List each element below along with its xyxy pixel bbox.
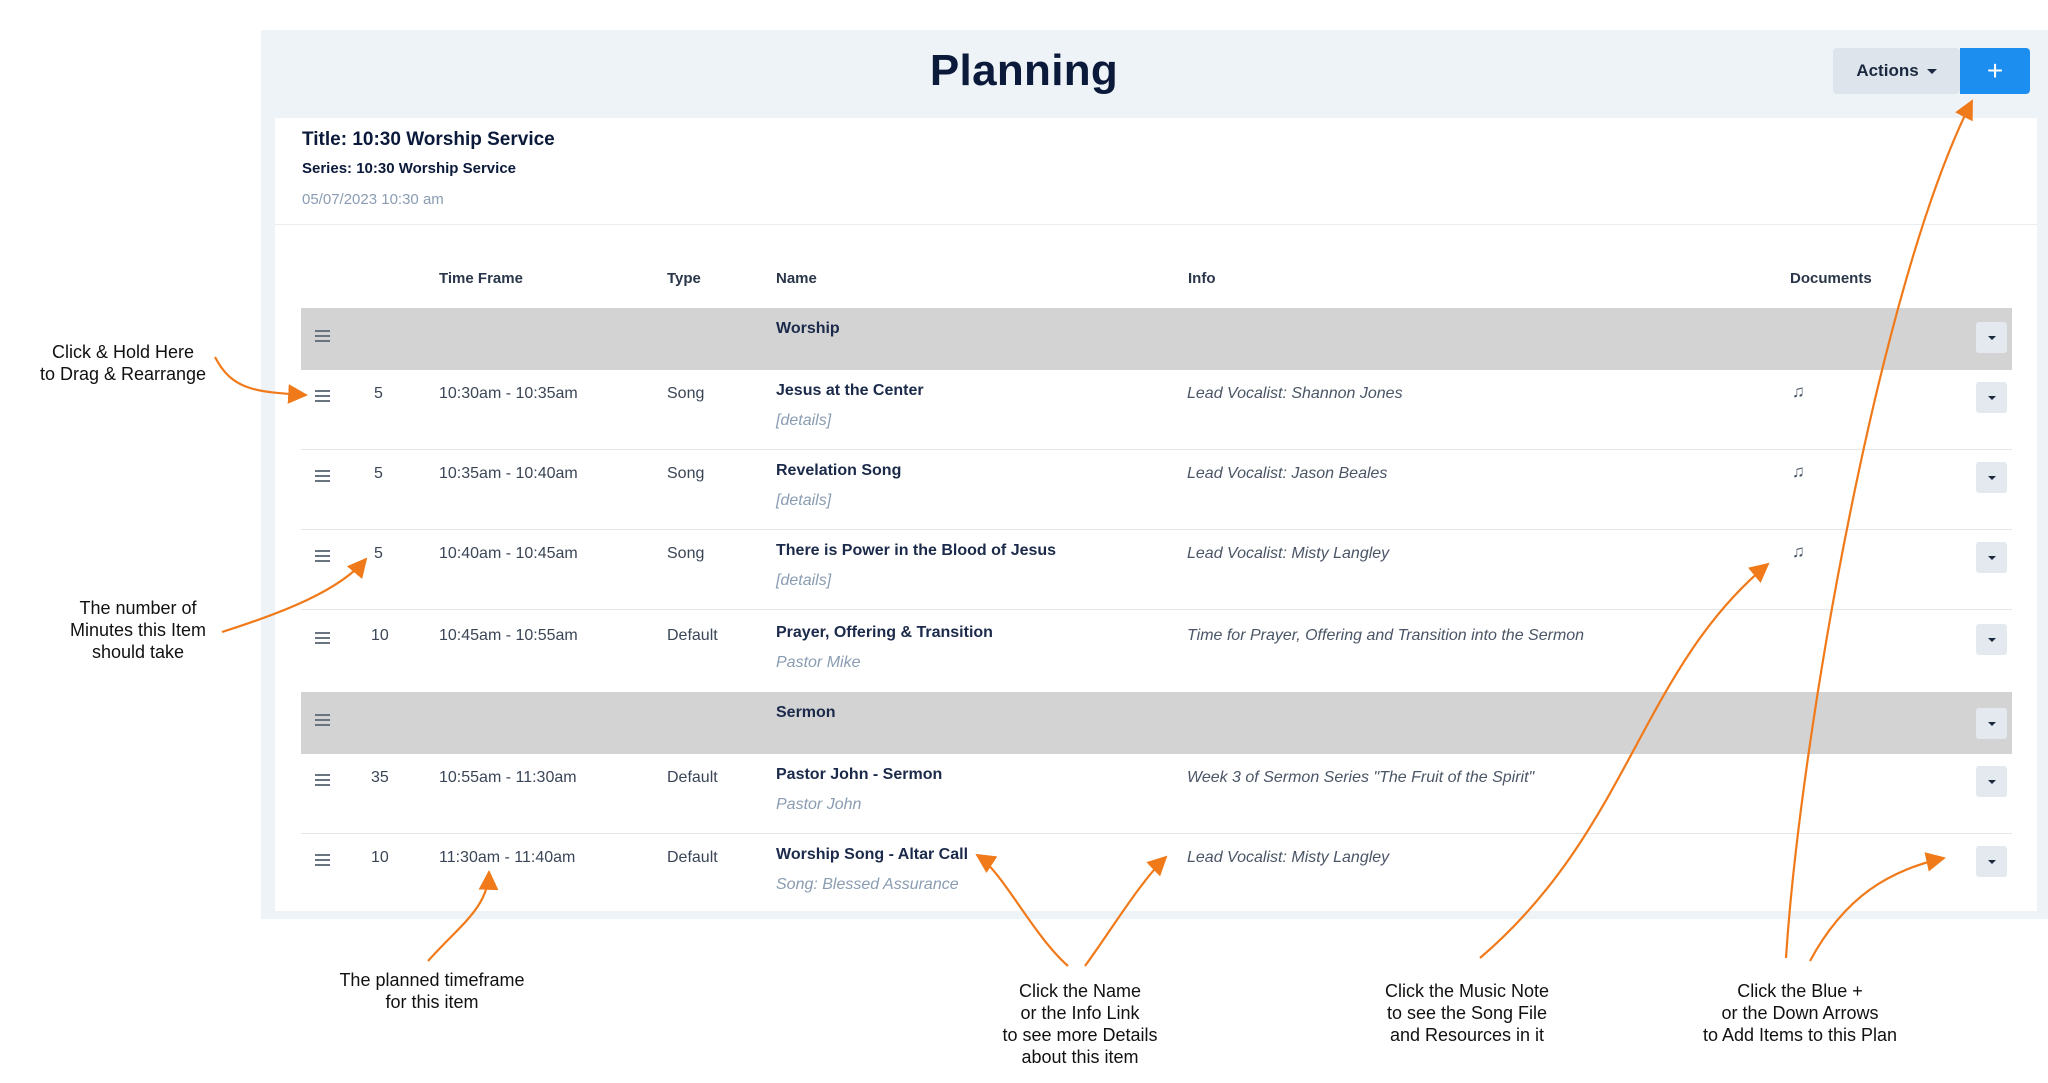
arrow-timeframe <box>428 872 489 961</box>
arrow-add-plus <box>1786 101 1972 958</box>
minutes: 5 <box>374 465 383 482</box>
annotation-line: to Drag & Rearrange <box>39 364 207 384</box>
annotation-line: should take <box>91 642 185 662</box>
column-header-time-frame: Time Frame <box>439 270 523 287</box>
item-info: Lead Vocalist: Misty Langley <box>1187 849 1390 866</box>
item-name-link[interactable]: Prayer, Offering & Transition <box>776 624 993 641</box>
time-frame: 11:30am - 11:40am <box>439 849 576 866</box>
time-frame: 10:40am - 10:45am <box>439 545 578 562</box>
minutes: 10 <box>371 627 389 644</box>
annotation-line: Minutes this Item <box>69 620 207 640</box>
item-info: Lead Vocalist: Jason Beales <box>1187 465 1388 482</box>
item-type: Default <box>667 627 718 644</box>
item-type: Song <box>667 545 705 562</box>
arrow-name <box>977 855 1068 966</box>
annotation-line: or the Info Link <box>1020 1003 1140 1023</box>
column-header-name: Name <box>776 270 817 287</box>
plan-title: Title: 10:30 Worship Service <box>302 129 555 150</box>
column-header-info: Info <box>1188 270 1216 287</box>
item-name-link[interactable]: Jesus at the Center <box>776 382 924 399</box>
annotation-line: Click the Name <box>1018 981 1142 1001</box>
annotation-line: The number of <box>79 598 197 618</box>
actions-label: Actions <box>1856 61 1919 80</box>
arrow-down <box>1810 858 1944 961</box>
annotation-line: to see more Details <box>1002 1025 1158 1045</box>
details-link[interactable]: [details] <box>776 412 832 429</box>
annotation-line: and Resources in it <box>1389 1025 1545 1045</box>
section-name[interactable]: Sermon <box>776 704 836 721</box>
item-info: Week 3 of Sermon Series "The Fruit of the Spirit" <box>1187 769 1535 786</box>
arrow-info <box>1085 857 1166 966</box>
plan-series: Series: 10:30 Worship Service <box>302 160 516 177</box>
item-name-link[interactable]: Worship Song - Altar Call <box>776 846 969 863</box>
page-title: Planning <box>929 46 1119 95</box>
item-type: Default <box>667 769 718 786</box>
time-frame: 10:55am - 11:30am <box>439 769 577 786</box>
annotation-line: The planned timeframe <box>339 970 525 990</box>
annotation-line: about this item <box>1021 1047 1139 1067</box>
time-frame: 10:35am - 10:40am <box>439 465 578 482</box>
item-info: Lead Vocalist: Misty Langley <box>1187 545 1390 562</box>
details-link[interactable]: [details] <box>776 492 832 509</box>
annotation-line: to Add Items to this Plan <box>1702 1025 1898 1045</box>
arrow-drag <box>215 357 306 395</box>
music-note-icon[interactable]: ♫ <box>1792 462 1805 481</box>
item-name-link[interactable]: Pastor John - Sermon <box>776 766 943 783</box>
music-note-icon[interactable]: ♫ <box>1792 542 1805 561</box>
item-type: Song <box>667 385 705 402</box>
item-name-link[interactable]: There is Power in the Blood of Jesus <box>776 542 1057 559</box>
item-type: Default <box>667 849 718 866</box>
plan-date: 05/07/2023 10:30 am <box>302 191 444 208</box>
annotation-line: Click the Music Note <box>1384 981 1550 1001</box>
minutes: 5 <box>374 545 383 562</box>
annotation-line: Click the Blue + <box>1737 981 1863 1001</box>
annotation-line: or the Down Arrows <box>1721 1003 1879 1023</box>
minutes: 10 <box>371 849 389 866</box>
item-subtitle: Pastor John <box>776 796 862 813</box>
add-item-button[interactable]: + <box>1960 48 2030 94</box>
item-subtitle: Song: Blessed Assurance <box>776 876 959 893</box>
annotation-line: Click & Hold Here <box>51 342 195 362</box>
item-info: Time for Prayer, Offering and Transition into the Sermon <box>1187 627 1585 644</box>
music-note-icon[interactable]: ♫ <box>1792 382 1805 401</box>
minutes: 35 <box>371 769 389 786</box>
time-frame: 10:45am - 10:55am <box>439 627 578 644</box>
item-info: Lead Vocalist: Shannon Jones <box>1187 385 1403 402</box>
column-header-documents: Documents <box>1790 270 1872 287</box>
section-name[interactable]: Worship <box>776 320 840 337</box>
arrow-minutes <box>222 559 366 632</box>
arrow-music <box>1480 564 1768 958</box>
annotation-line: for this item <box>385 992 479 1012</box>
annotation-line: to see the Song File <box>1386 1003 1548 1023</box>
item-type: Song <box>667 465 705 482</box>
time-frame: 10:30am - 10:35am <box>439 385 578 402</box>
minutes: 5 <box>374 385 383 402</box>
item-name-link[interactable]: Revelation Song <box>776 462 902 479</box>
item-subtitle: Pastor Mike <box>776 654 861 671</box>
details-link[interactable]: [details] <box>776 572 832 589</box>
column-header-type: Type <box>667 270 701 287</box>
